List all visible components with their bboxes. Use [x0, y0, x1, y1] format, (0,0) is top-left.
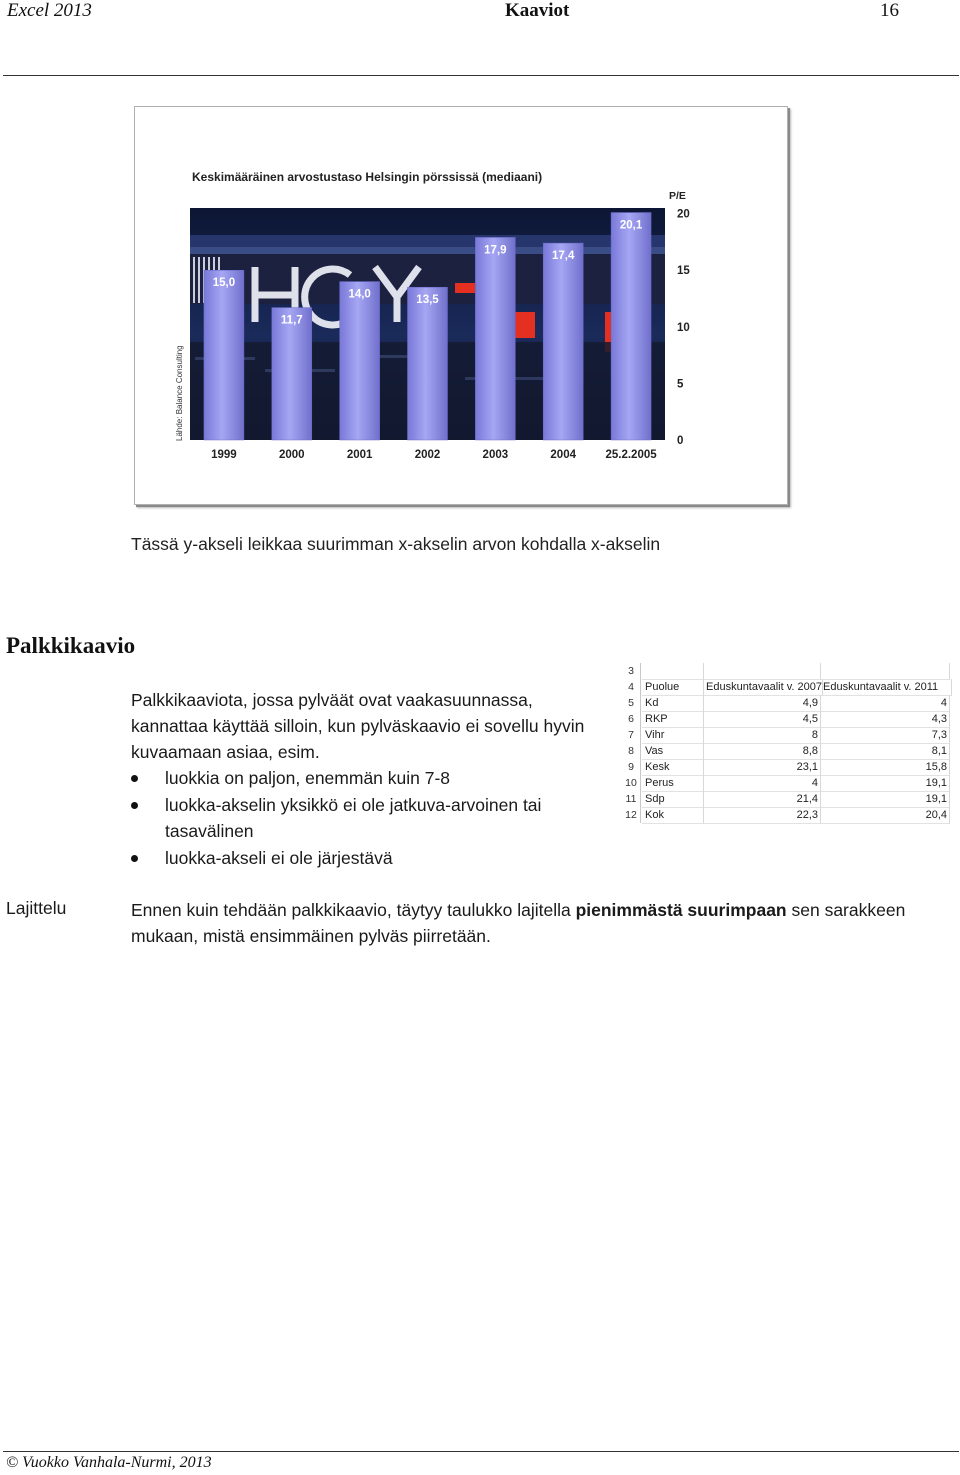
cell-2007: 4,9 [704, 695, 821, 712]
row-number: 4 [622, 679, 640, 695]
x-tick-label: 25.2.2005 [605, 449, 657, 461]
cell-2007: 8 [704, 727, 821, 744]
footer-rule [3, 1451, 959, 1452]
header-rule [3, 75, 959, 76]
y-tick-labels [677, 209, 690, 447]
cell-party: Sdp [642, 791, 704, 808]
cell-party: Vas [642, 743, 704, 760]
bar-25.2.2005 [611, 213, 651, 440]
cell-2011: 19,1 [821, 791, 950, 808]
bar-2001 [340, 282, 380, 440]
sorting-text-emphasis: pienimmästä suurimpaan [575, 900, 787, 920]
y-tick-label: 15 [677, 265, 690, 278]
x-tick-label: 2003 [482, 449, 509, 461]
row-number: 3 [622, 663, 640, 679]
sheet-row [622, 791, 960, 807]
chart-title: Keskimääräinen arvostustaso Helsingin pörssissä (mediaani) [192, 170, 543, 184]
bullet-item: luokka-akseli ei ole järjestävä [131, 845, 601, 872]
row-number: 12 [622, 807, 640, 823]
row-number: 6 [622, 711, 640, 727]
bar-chart [135, 107, 787, 504]
cell-2011: 4,3 [821, 711, 950, 728]
row-number: 5 [622, 695, 640, 711]
section-title: Palkkikaavio [6, 633, 136, 658]
bar-value-label: 13,5 [416, 294, 439, 307]
x-tick-label: 2000 [278, 449, 305, 461]
x-tick-label: 2002 [414, 449, 441, 461]
footer-copyright: © Vuokko Vanhala-Nurmi, 2013 [6, 1454, 212, 1471]
bar-value-label: 20,1 [619, 219, 643, 232]
sheet-row [622, 711, 960, 727]
cell-2011: 8,1 [821, 743, 950, 760]
cell-party: Puolue [642, 679, 704, 696]
bar-value-label: 17,4 [552, 250, 575, 263]
cell-2007: 22,3 [704, 807, 821, 824]
y-tick-label: 0 [677, 435, 684, 447]
bar-2002 [408, 287, 448, 440]
bar-2004 [543, 243, 583, 440]
row-number: 7 [622, 727, 640, 743]
cell-2007 [704, 663, 821, 680]
sheet-row [622, 807, 960, 823]
sorting-text-end: sen sarakkeen mukaan, mistä ensimmäinen pylväs piirretään. [131, 900, 906, 946]
cell-2011: 4 [821, 695, 950, 712]
cell-2007: 8,8 [704, 743, 821, 760]
bullet-item: luokka-akselin yksikkö ei ole jatkuva-arvoinen tai tasavälinen [131, 792, 601, 845]
cell-2007: 4 [704, 775, 821, 792]
cell-2007: Eduskuntavaalit v. 2007 [704, 679, 823, 696]
bar-value-label: 15,0 [212, 277, 236, 290]
bar-value-label: 17,9 [484, 244, 507, 257]
cell-2011: 7,3 [821, 727, 950, 744]
sheet-row [622, 727, 960, 743]
y-axis-title: P/E [669, 190, 686, 202]
cell-party: Perus [642, 775, 704, 792]
cell-party: Kesk [642, 759, 704, 776]
sorting-text-start: Ennen kuin tehdään palkkikaavio, täytyy taulukko lajitella [131, 900, 576, 920]
cell-2011: 19,1 [821, 775, 950, 792]
section-intro: Palkkikaaviota, jossa pylväät ovat vaakasuunnassa, kannattaa käyttää silloin, kun pylväskaavio ei sovellu hyvin kuvaamaan asiaa, esim. [131, 690, 585, 762]
bar-2003 [475, 237, 515, 440]
sheet-row [622, 759, 960, 775]
cell-2011: 20,4 [821, 807, 950, 824]
sheet-row [622, 743, 960, 759]
x-tick-labels [211, 449, 657, 461]
bar-1999 [204, 270, 244, 440]
cell-2011 [821, 663, 950, 680]
cell-2007: 4,5 [704, 711, 821, 728]
bar-value-label: 14,0 [348, 288, 371, 301]
header-chapter-title: Kaaviot [505, 0, 570, 21]
y-tick-label: 20 [677, 208, 690, 221]
cell-party [642, 663, 704, 680]
x-tick-label: 2004 [550, 449, 577, 461]
cell-party: Kok [642, 807, 704, 824]
y-tick-label: 10 [677, 321, 690, 334]
row-number: 11 [622, 791, 640, 807]
row-number: 9 [622, 759, 640, 775]
cell-2007: 23,1 [704, 759, 821, 776]
sheet-row [622, 695, 960, 711]
spreadsheet-snippet [622, 663, 960, 823]
sheet-row [622, 663, 960, 679]
cell-party: RKP [642, 711, 704, 728]
header-app-name: Excel 2013 [7, 0, 92, 21]
chart-source: Lähde: Balance Consulting [175, 345, 184, 441]
sheet-row [622, 775, 960, 791]
chart-caption: Tässä y-akseli leikkaa suurimman x-akselin arvon kohdalla x-akselin [131, 534, 661, 554]
cell-party: Vihr [642, 727, 704, 744]
header-page-number: 16 [880, 0, 899, 21]
sheet-row [622, 679, 960, 695]
bullet-list [131, 765, 601, 871]
row-number: 8 [622, 743, 640, 759]
bar-value-label: 11,7 [280, 314, 303, 327]
bullet-item: luokkia on paljon, enemmän kuin 7-8 [131, 765, 601, 792]
x-tick-label: 2001 [346, 449, 373, 461]
cell-party: Kd [642, 695, 704, 712]
cell-2011: 15,8 [821, 759, 950, 776]
chart-figure [134, 106, 788, 505]
y-tick-label: 5 [677, 378, 684, 391]
sorting-paragraph [131, 897, 921, 949]
row-number: 10 [622, 775, 640, 791]
cell-2007: 21,4 [704, 791, 821, 808]
bar-2000 [272, 308, 312, 440]
side-label-sorting: Lajittelu [6, 898, 67, 918]
cell-2011: Eduskuntavaalit v. 2011 [821, 679, 952, 696]
x-tick-label: 1999 [211, 449, 237, 461]
